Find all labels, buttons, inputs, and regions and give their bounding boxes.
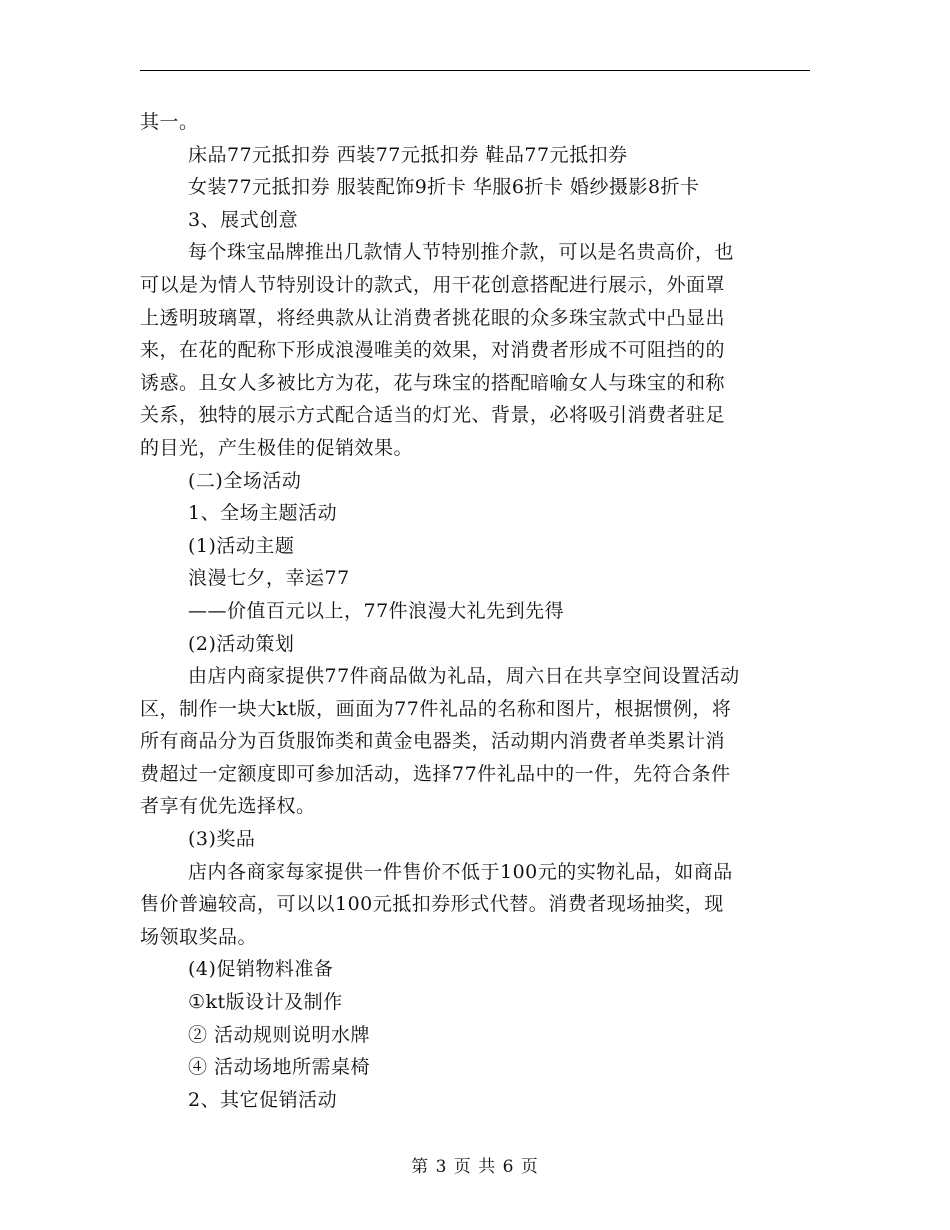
paragraph-line: 的目光，产生极佳的促销效果。 [140,436,414,459]
paragraph-line: 可以是为情人节特别设计的款式，用干花创意搭配进行展示，外面罩 [140,273,726,296]
list-item: ④ 活动场地所需桌椅 [188,1056,371,1079]
section-heading: (二)全场活动 [188,469,302,492]
section-heading: 2、其它促销活动 [188,1088,338,1111]
subsection-heading: (1)活动主题 [188,534,295,557]
subsection-heading: (2)活动策划 [188,632,295,655]
section-heading: 1、全场主题活动 [188,502,338,525]
paragraph-line: 所有商品分为百货服饰类和黄金电器类，活动期内消费者单类累计消 [140,730,726,753]
paragraph-line: 诱惑。且女人多被比方为花，花与珠宝的搭配暗喻女人与珠宝的和称 [140,371,726,394]
paragraph-line: 来，在花的配称下形成浪漫唯美的效果，对消费者形成不可阻挡的的 [140,339,726,362]
paragraph-line: 区，制作一块大kt版，画面为77件礼品的名称和图片，根据惯例，将 [140,697,732,720]
text-line: ——价值百元以上，77件浪漫大礼先到先得 [188,599,565,622]
list-item: ② 活动规则说明水牌 [188,1023,371,1046]
text-line: 浪漫七夕，幸运77 [188,567,350,590]
paragraph-line: 上透明玻璃罩，将经典款从让消费者挑花眼的众多珠宝款式中凸显出 [140,306,726,329]
paragraph-line: 每个珠宝品牌推出几款情人节特别推介款，可以是名贵高价，也 [188,241,735,264]
text-line: 其一。 [140,111,199,133]
document-body [140,106,810,1116]
text-line: 床品77元抵扣券 西装77元抵扣券 鞋品77元抵扣券 [188,143,628,166]
page-number: 第 3 页 共 6 页 [411,1157,539,1177]
text-line: 女装77元抵扣券 服装配饰9折卡 华服6折卡 婚纱摄影8折卡 [188,176,700,199]
header-rule [140,70,810,71]
paragraph-line: 费超过一定额度即可参加活动，选择77件礼品中的一件，先符合条件 [140,762,731,785]
subsection-heading: (3)奖品 [188,828,256,851]
paragraph-line: 者享有优先选择权。 [140,795,316,818]
paragraph-line: 售价普遍较高，可以以100元抵扣券形式代替。消费者现场抽奖，现 [140,893,724,916]
paragraph-line: 由店内商家提供77件商品做为礼品，周六日在共享空间设置活动 [188,665,740,688]
paragraph-line: 场领取奖品。 [140,925,258,948]
subsection-heading: (4)促销物料准备 [188,958,334,981]
section-heading: 3、展式创意 [188,208,299,231]
paragraph-line: 关系，独特的展示方式配合适当的灯光、背景，必将吸引消费者驻足 [140,404,726,427]
list-item: ①kt版设计及制作 [188,991,343,1014]
paragraph-line: 店内各商家每家提供一件售价不低于100元的实物礼品，如商品 [188,860,733,883]
